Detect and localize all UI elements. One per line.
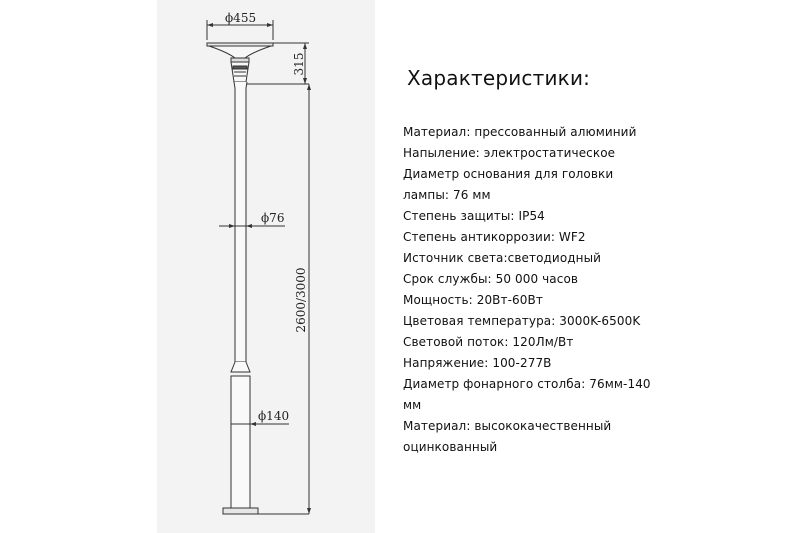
spec-line: Диаметр основания для головки	[403, 167, 614, 181]
head-diameter-label: ϕ455	[225, 11, 257, 25]
spec-line: Напряжение: 100-277В	[403, 356, 552, 370]
spec-line: Степень антикоррозии: WF2	[403, 230, 586, 244]
pole-lower	[231, 376, 250, 508]
spec-line: Мощность: 20Вт-60Вт	[403, 293, 543, 307]
spec-line: Диаметр фонарного столба: 76мм-140	[403, 377, 651, 391]
lamp-head-collar	[231, 58, 249, 62]
spec-line: оцинкованный	[403, 440, 498, 454]
spec-line: Срок службы: 50 000 часов	[403, 272, 579, 286]
total-height-label: 2600/3000	[294, 267, 308, 333]
lamp-post-drawing	[157, 0, 375, 533]
spec-line: Степень защиты: IP54	[403, 209, 545, 223]
spec-line: лампы: 76 мм	[403, 188, 491, 202]
spec-line: Источник света:светодиодный	[403, 251, 602, 265]
spec-line: Цветовая температура: 3000K-6500K	[403, 314, 641, 328]
base-plate	[223, 508, 258, 514]
pole-diameter-label: ϕ76	[261, 211, 285, 225]
drawing-panel	[157, 0, 375, 533]
pole-upper	[234, 82, 247, 362]
head-height-label: 315	[292, 52, 306, 76]
spec-line: Напыление: электростатическое	[403, 146, 616, 160]
specs-list	[403, 122, 783, 458]
spec-line: мм	[403, 398, 422, 412]
spec-line: Материал: высококачественный	[403, 419, 612, 433]
specs-title: Характеристики:	[407, 66, 591, 90]
lamp-head-band	[233, 66, 247, 69]
spec-line: Световой поток: 120Лм/Вт	[403, 335, 574, 349]
base-diameter-label: ϕ140	[258, 409, 290, 423]
pole-transition	[231, 362, 250, 372]
specs-section	[403, 66, 783, 458]
spec-line: Материал: прессованный алюминий	[403, 125, 637, 139]
lamp-head-shade	[209, 46, 271, 58]
